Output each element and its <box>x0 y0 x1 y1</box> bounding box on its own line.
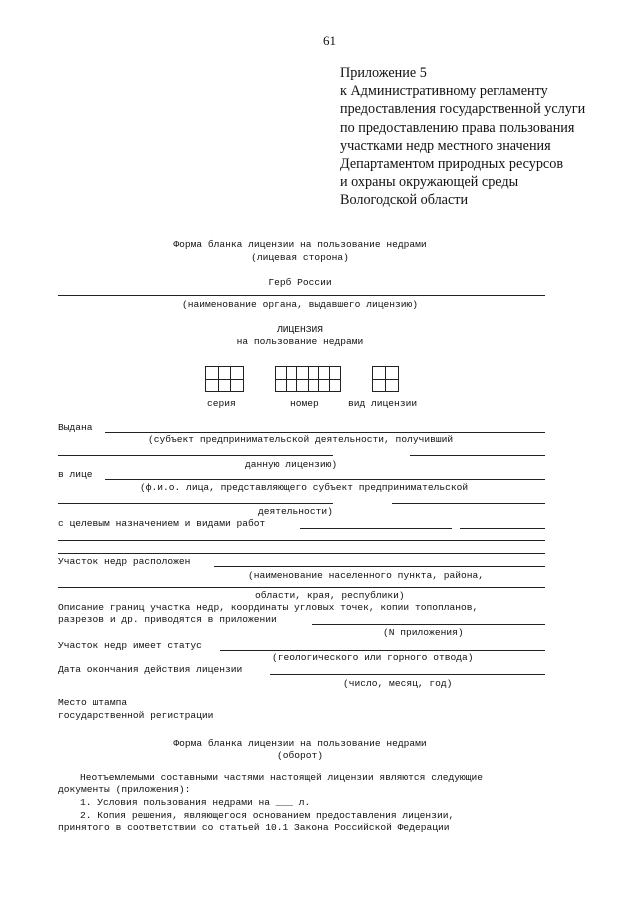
status-line <box>220 650 545 651</box>
person-line <box>105 479 545 480</box>
expiry-line <box>270 674 545 675</box>
form-front-title: Форма бланка лицензии на пользование недрами <box>173 239 427 250</box>
boundaries-input-line <box>312 624 545 625</box>
boundaries-caption: (N приложения) <box>383 627 464 638</box>
issued-caption-2: данную лицензию) <box>245 459 338 470</box>
license-subtitle: на пользование недрами <box>236 336 364 347</box>
person-caption-2: деятельности) <box>258 506 333 517</box>
license-title: ЛИЦЕНЗИЯ <box>276 324 324 335</box>
series-boxes <box>205 366 244 392</box>
back-intro-1: Неотъемлемыми составными частями настоящей лицензии являются следующие <box>80 772 484 783</box>
boundaries-line-2: разрезов и др. приводятся в приложении <box>58 614 277 625</box>
appendix-line: участками недр местного значения <box>340 137 551 154</box>
purpose-label: с целевым назначением и видами работ <box>58 518 266 529</box>
issued-line-3 <box>410 455 545 456</box>
form-back-title: Форма бланка лицензии на пользование недрами <box>173 738 427 749</box>
organ-line <box>58 295 545 296</box>
stamp-label-2: государственной регистрации <box>58 710 214 721</box>
expiry-label: Дата окончания действия лицензии <box>58 664 243 675</box>
issued-line <box>105 432 545 433</box>
appendix-line: по предоставлению права пользования <box>340 119 575 136</box>
person-label: в лице <box>58 469 93 480</box>
organ-caption: (наименование органа, выдавшего лицензию) <box>181 299 419 310</box>
appendix-line: Приложение 5 <box>340 65 427 81</box>
person-line-2 <box>58 503 333 504</box>
series-label: серия <box>207 398 236 409</box>
person-caption-1: (ф.и.о. лица, представляющего субъект предпринимательской <box>140 482 469 493</box>
back-item-1: 1. Условия пользования недрами на ___ л. <box>80 797 311 808</box>
purpose-line-b <box>460 528 545 529</box>
status-label: Участок недр имеет статус <box>58 640 202 651</box>
emblem-label: Герб России <box>268 277 332 288</box>
appendix-line: к Административному регламенту <box>340 83 548 100</box>
boundaries-line-1: Описание границ участка недр, координаты угловых точек, копии топопланов, <box>58 602 479 613</box>
form-back-subtitle: (оборот) <box>276 750 324 761</box>
person-line-3 <box>392 503 545 504</box>
form-front-subtitle: (лицевая сторона) <box>251 252 349 263</box>
location-caption-1: (наименование населенного пункта, района, <box>248 570 485 581</box>
location-caption-2: области, края, республики) <box>255 590 405 601</box>
issued-line-2 <box>58 455 333 456</box>
appendix-block <box>340 64 585 210</box>
purpose-line-2 <box>58 540 545 541</box>
issued-label: Выдана <box>58 422 93 433</box>
number-boxes <box>275 366 341 392</box>
back-item-2a: 2. Копия решения, являющегося основанием предоставления лицензии, <box>80 810 455 821</box>
location-line-2 <box>58 587 545 588</box>
back-item-2b: принятого в соответствии со статьей 10.1 Закона Российской Федерации <box>58 822 450 833</box>
expiry-caption: (число, месяц, год) <box>343 678 453 689</box>
location-line <box>214 566 545 567</box>
appendix-line: Вологодской области <box>340 192 469 209</box>
number-label: номер <box>290 398 319 409</box>
page-number: 61 <box>323 33 336 48</box>
back-intro-2: документы (приложения): <box>58 784 191 795</box>
appendix-line: предоставления государственной услуги <box>340 101 586 118</box>
stamp-label-1: Место штампа <box>58 697 128 708</box>
status-caption: (геологического или горного отвода) <box>272 652 474 663</box>
location-label: Участок недр расположен <box>58 556 191 567</box>
purpose-line-3 <box>58 553 545 554</box>
appendix-line: Департаментом природных ресурсов <box>340 156 564 173</box>
license-type-boxes <box>372 366 399 392</box>
license-type-label: вид лицензии <box>348 398 418 409</box>
issued-caption-1: (субъект предпринимательской деятельности, получивший <box>148 434 454 445</box>
purpose-line <box>300 528 452 529</box>
appendix-line: и охраны окружающей среды <box>340 174 519 191</box>
